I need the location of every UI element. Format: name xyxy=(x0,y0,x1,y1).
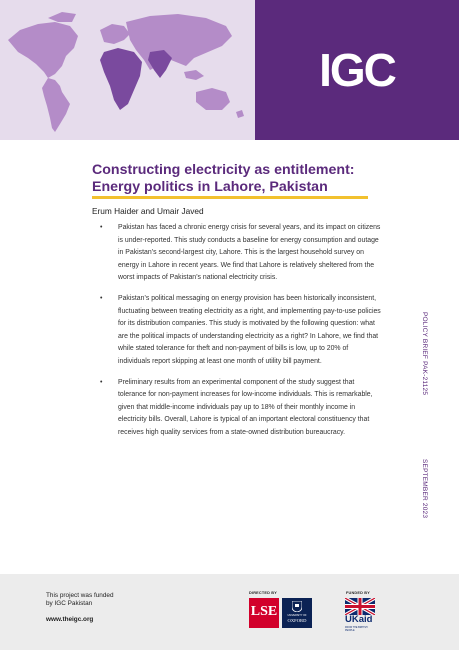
bullet-icon: • xyxy=(100,294,103,302)
oxford-logo xyxy=(282,598,312,628)
europe-shape xyxy=(100,24,130,44)
lse-logo-text: LSE xyxy=(250,604,278,619)
funding-note-line-2: by IGC Pakistan xyxy=(46,600,93,607)
title-line-2: Energy politics in Lahore, Pakistan xyxy=(92,179,328,195)
footer xyxy=(0,574,459,650)
north-america-shape xyxy=(8,22,78,78)
new-zealand-shape xyxy=(236,110,244,118)
list-item xyxy=(92,222,382,285)
oxford-crest-icon xyxy=(292,601,302,612)
bullet-text: Preliminary results from an experimental component of the study suggest that tolerance for non-payment increases for low-income individuals. This is remarkable, given that middle-income individuals pay up to 18% of their monthly income in electricity bills. Overall, Lahore is typical of an important electoral constituency that receives high quality services from a state-owned distribution bureaucracy. xyxy=(118,378,373,436)
greenland-shape xyxy=(48,12,76,22)
world-map-graphic xyxy=(0,0,255,140)
page-title xyxy=(92,162,392,196)
ukaid-logo xyxy=(345,598,375,630)
directed-by-label: DIRECTED BY xyxy=(249,591,277,595)
funded-by-label: FUNDED BY xyxy=(346,591,370,595)
ukaid-text: UKaid xyxy=(345,614,373,625)
igc-logo-text: IGC xyxy=(319,44,395,96)
title-line-1: Constructing electricity as entitlement: xyxy=(92,162,355,178)
title-underline xyxy=(92,196,368,199)
authors: Erum Haider and Umair Javed xyxy=(92,206,204,216)
igc-logo-icon xyxy=(307,38,407,98)
australia-shape xyxy=(196,88,230,110)
africa-shape xyxy=(100,48,142,110)
oxford-name: OXFORD xyxy=(287,618,307,623)
lse-logo xyxy=(249,598,279,628)
ukaid-subtitle: FROM THE BRITISH PEOPLE xyxy=(345,626,368,632)
funding-note-line-1: This project was funded xyxy=(46,592,114,599)
bullet-text: Pakistan has faced a chronic energy crisis for several years, and its impact on citizens is under-reported. This study conducts a baseline for energy consumption and outage in Pakistan’s second-largest city, Lahore. This is the largest household survey on energy in Lahore in recent years. We find that Lahore is relatively sheltered from the worst impacts of Pakistan’s national electricity crisis. xyxy=(118,224,381,282)
policy-brief-id: POLICY BRIEF PAK-21125 xyxy=(421,312,428,396)
southeast-asia-shape xyxy=(184,70,204,80)
list-item xyxy=(92,293,382,369)
oxford-university-label: UNIVERSITY OF xyxy=(287,614,307,617)
south-america-shape xyxy=(42,78,70,132)
publication-date: SEPTEMBER 2023 xyxy=(421,459,428,519)
list-item xyxy=(92,377,382,440)
asia-shape xyxy=(126,14,232,70)
union-flag-icon xyxy=(345,598,375,615)
bullet-text: Pakistan’s political messaging on energy provision has been historically inconsistent, fluctuating between treating electricity as a right, and implementing pay-to-use policies for its distribution companies. This study is motivated by the following question: what are the political impacts of understanding electricity as a right? In Lahore, we find that while stated tolerance for theft and non-payment of bills is low, up to 20% of individuals report skipping at least one month of utility bill payment. xyxy=(118,294,381,365)
website-link[interactable]: www.theigc.org xyxy=(46,616,94,623)
bullet-icon: • xyxy=(100,224,103,231)
world-map-icon xyxy=(0,0,255,140)
header-banner xyxy=(0,0,459,140)
brand-panel xyxy=(255,0,459,140)
key-findings-list xyxy=(92,222,382,448)
igc-logo xyxy=(307,38,407,98)
bullet-icon: • xyxy=(100,378,103,386)
